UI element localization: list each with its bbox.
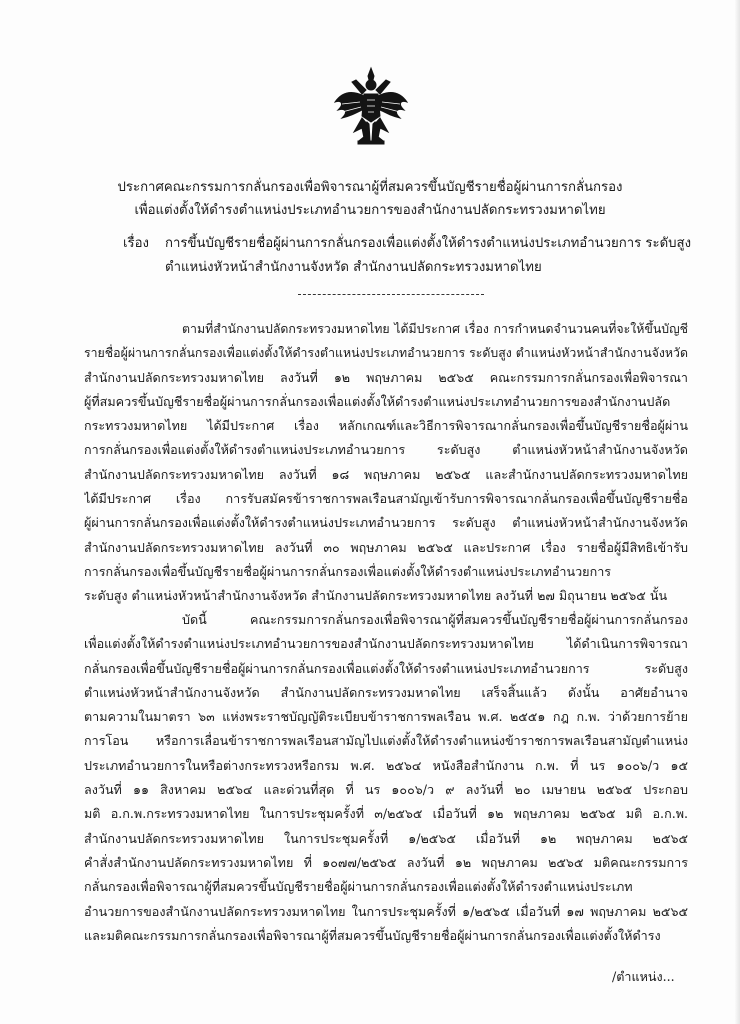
paragraph-2-line: ลงวันที่ ๑๑ สิงหาคม ๒๕๖๔ และด่วนที่สุด ที่ นร ๑๐๐๖/ว ๙ ลงวันที่ ๒๐ เมษายน ๒๕๖๕ ประกอบ [84, 782, 688, 798]
paragraph-2-line: เพื่อแต่งตั้งให้ดำรงตำแหน่งประเภทอำนวยการของสำนักงานปลัดกระทรวงมหาดไทย ได้ดำเนินการพิจารณา [84, 636, 688, 652]
paragraph-1-line: สำนักงานปลัดกระทรวงมหาดไทย ลงวันที่ ๓๐ พฤษภาคม ๒๕๖๕ และประกาศ เรื่อง รายชื่อผู้มีสิทธิเข้ารับ [84, 539, 688, 555]
paragraph-2-line: สำนักงานปลัดกระทรวงมหาดไทย ในการประชุมครั้งที่ ๑/๒๕๖๕ เมื่อวันที่ ๑๒ พฤษภาคม ๒๕๖๕ [84, 830, 688, 846]
paragraph-1-line: สำนักงานปลัดกระทรวงมหาดไทย ลงวันที่ ๑๒ พฤษภาคม ๒๕๖๕ คณะกรรมการกลั่นกรองเพื่อพิจารณา [84, 369, 688, 385]
paragraph-1-line: ผู้ที่สมควรขึ้นบัญชีรายชื่อผู้ผ่านการกลั่นกรองเพื่อแต่งตั้งให้ดำรงตำแหน่งประเภทอำนวยการของสำนักงานปลัด [84, 393, 671, 409]
paragraph-2-line: มติ อ.ก.พ.กระทรวงมหาดไทย ในการประชุมครั้งที่ ๓/๒๕๖๕ เมื่อวันที่ ๑๒ พฤษภาคม ๒๕๖๕ มติ อ.ก.พ. [84, 806, 688, 822]
dashed-divider [298, 294, 484, 295]
paragraph-1-line: ผู้ผ่านการกลั่นกรองเพื่อแต่งตั้งให้ดำรงตำแหน่งประเภทอำนวยการ ระดับสูง ตำแหน่งหัวหน้าสำนักงานจังหวัด [84, 515, 688, 531]
paragraph-1-line: กระทรวงมหาดไทย ได้มีประกาศ เรื่อง หลักเกณฑ์และวิธีการพิจารณากลั่นกรองเพื่อขึ้นบัญชีรายชื่อผู้ผ่าน [84, 418, 688, 434]
paragraph-2-line: การโอน หรือการเลื่อนข้าราชการพลเรือนสามัญไปแต่งตั้งให้ดำรงตำแหน่งข้าราชการพลเรือนสามัญตำแหน่ง [84, 733, 688, 749]
paragraph-1-line: การกลั่นกรองเพื่อขึ้นบัญชีรายชื่อผู้ผ่านการกลั่นกรองเพื่อแต่งตั้งให้ดำรงตำแหน่งประเภทอำนวยการ [84, 563, 612, 579]
paragraph-1-line: ระดับสูง ตำแหน่งหัวหน้าสำนักงานจังหวัด สำนักงานปลัดกระทรวงมหาดไทย ลงวันที่ ๒๗ มิถุนายน ๒๕๖๕ นั้น [84, 588, 668, 604]
paragraph-2-line: กลั่นกรองเพื่อขึ้นบัญชีรายชื่อผู้ผ่านการกลั่นกรองเพื่อแต่งตั้งให้ดำรงตำแหน่งประเภทอำนวยการ ระดับสูง [84, 660, 688, 676]
paragraph-1-line: สำนักงานปลัดกระทรวงมหาดไทย ลงวันที่ ๑๘ พฤษภาคม ๒๕๖๕ และสำนักงานปลัดกระทรวงมหาดไทย [84, 466, 688, 482]
garuda-emblem-icon [334, 66, 408, 146]
subject-label: เรื่อง [123, 236, 149, 251]
paragraph-2-line: อำนวยการของสำนักงานปลัดกระทรวงมหาดไทย ในการประชุมครั้งที่ ๑/๒๕๖๕ เมื่อวันที่ ๑๗ พฤษภาคม ๒๕๖๕ [84, 903, 688, 919]
subject-line-1: การขึ้นบัญชีรายชื่อผู้ผ่านการกลั่นกรองเพื่อแต่งตั้งให้ดำรงตำแหน่งประเภทอำนวยการ ระดับสูง [165, 236, 692, 251]
paragraph-2-line: คำสั่งสำนักงานปลัดกระทรวงมหาดไทย ที่ ๑๐๗๗/๒๕๖๕ ลงวันที่ ๑๒ พฤษภาคม ๒๕๖๕ มติคณะกรรมการ [84, 854, 688, 870]
paragraph-2 [84, 608, 688, 948]
paragraph-1-line: ตามที่สำนักงานปลัดกระทรวงมหาดไทย ได้มีประกาศ เรื่อง การกำหนดจำนวนคนที่จะให้ขึ้นบัญชี [182, 322, 688, 336]
announcement-title-line-1: ประกาศคณะกรรมการกลั่นกรองเพื่อพิจารณาผู้ที่สมควรขึ้นบัญชีรายชื่อผู้ผ่านการกลั่นกรอง [117, 180, 623, 195]
page-continuation-marker: /ตำแหน่ง... [612, 969, 675, 984]
paragraph-2-line: บัดนี้ คณะกรรมการกลั่นกรองเพื่อพิจารณาผู้ที่สมควรขึ้นบัญชีรายชื่อผู้ผ่านการกลั่นกรอง [182, 612, 688, 627]
paragraph-1-line: ได้มีประกาศ เรื่อง การรับสมัครข้าราชการพลเรือนสามัญเข้ารับการพิจารณากลั่นกรองเพื่อขึ้นบัญชีรายชื่อ [84, 491, 688, 507]
paragraph-2-line: ประเภทอำนวยการในหรือต่างกระทรวงหรือกรม พ.ศ. ๒๕๖๔ หนังสือสำนักงาน ก.พ. ที่ นร ๑๐๐๖/ว ๑๕ [84, 757, 688, 773]
paragraph-2-line: ตำแหน่งหัวหน้าสำนักงานจังหวัด สำนักงานปลัดกระทรวงมหาดไทย เสร็จสิ้นแล้ว ดังนั้น อาศัยอำนาจ [84, 684, 688, 700]
paragraph-1 [84, 317, 688, 609]
announcement-title-line-2: เพื่อแต่งตั้งให้ดำรงตำแหน่งประเภทอำนวยการของสำนักงานปลัดกระทรวงมหาดไทย [134, 203, 606, 218]
subject-line-2: ตำแหน่งหัวหน้าสำนักงานจังหวัด สำนักงานปลัดกระทรวงมหาดไทย [165, 260, 542, 275]
paragraph-2-line: กลั่นกรองเพื่อพิจารณาผู้ที่สมควรขึ้นบัญชีรายชื่อผู้ผ่านการกลั่นกรองเพื่อแต่งตั้งให้ดำรงตำแหน่งประเภท [84, 879, 633, 895]
paragraph-2-line: และมติคณะกรรมการกลั่นกรองเพื่อพิจารณาผู้ที่สมควรขึ้นบัญชีรายชื่อผู้ผ่านการกลั่นกรองเพื่อแต่งตั้งให้ดำรง [84, 927, 661, 943]
paragraph-2-line: ตามความในมาตรา ๖๓ แห่งพระราชบัญญัติระเบียบข้าราชการพลเรือน พ.ศ. ๒๕๕๑ กฎ ก.พ. ว่าด้วยการย้าย [84, 709, 688, 725]
paragraph-1-line: รายชื่อผู้ผ่านการกลั่นกรองเพื่อแต่งตั้งให้ดำรงตำแหน่งประเภทอำนวยการ ระดับสูง ตำแหน่งหัวหน้าสำนักงานจังหวัด [84, 346, 688, 361]
paragraph-1-line: การกลั่นกรองเพื่อแต่งตั้งให้ดำรงตำแหน่งประเภทอำนวยการ ระดับสูง ตำแหน่งหัวหน้าสำนักงานจังหวัด [84, 442, 688, 458]
